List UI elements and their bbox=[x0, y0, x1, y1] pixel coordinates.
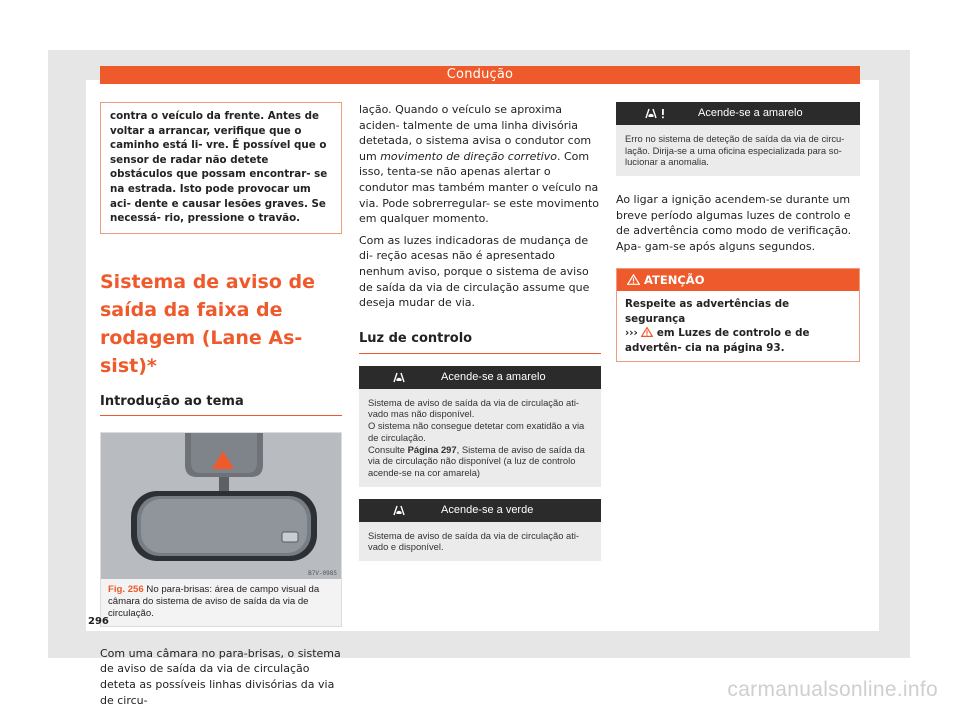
attention-header bbox=[617, 269, 859, 291]
control-light-line: Erro no sistema de deteção de saída da via de circu- lação. Dirija-se a uma oficina especializada para so- lucionar a anomalia. bbox=[625, 133, 845, 168]
figure-caption-text: No para-brisas: área de campo visual da câmara do sistema de aviso de saída da via de circulação. bbox=[108, 583, 320, 619]
control-light-header bbox=[359, 499, 601, 522]
paragraph-1-text-b: . Com isso, tenta-se não apenas alertar o condutor mas também manter o veículo na via. Pode sobrerregular- se este movimento em qualquer momento. bbox=[359, 149, 600, 226]
attention-title: ATENÇÃO bbox=[644, 273, 705, 288]
control-light-box-yellow bbox=[359, 366, 601, 487]
figure-code: B7V-0985 bbox=[308, 569, 337, 577]
column-left bbox=[100, 102, 342, 708]
control-light-header bbox=[359, 366, 601, 389]
attention-body bbox=[617, 291, 859, 361]
chapter-header: Condução bbox=[100, 66, 860, 84]
consult-text: Consulte bbox=[368, 443, 408, 455]
section-title: Sistema de aviso de saída da faixa de rodagem (Lane As- sist)* bbox=[100, 270, 315, 377]
warning-triangle-icon bbox=[641, 327, 653, 339]
control-light-line bbox=[368, 444, 593, 479]
mirror-illustration bbox=[101, 433, 341, 579]
control-light-title: Luz de controlo bbox=[359, 331, 601, 354]
warning-triangle-icon bbox=[627, 273, 644, 287]
lane-assist-fault-icon bbox=[616, 102, 696, 125]
watermark: carmanualsonline.info bbox=[727, 678, 938, 701]
warning-continuation-box bbox=[100, 102, 342, 234]
intro-paragraph: Com uma câmara no para-brisas, o sistema de aviso de saída da via de circulação deteta as possíveis linhas divisórias da via de circu- bbox=[100, 646, 341, 707]
control-light-line: Sistema de aviso de saída da via de circulação ati- vado e disponível. bbox=[368, 529, 580, 553]
control-light-body bbox=[359, 522, 601, 561]
attention-link-line[interactable] bbox=[625, 326, 851, 355]
column-right bbox=[616, 102, 860, 362]
control-light-box-fault bbox=[616, 102, 860, 176]
control-light-body bbox=[359, 389, 601, 487]
column-middle bbox=[359, 102, 601, 561]
paragraph-1-text-a: lação. Quando o veículo se aproxima aciden- talmente de uma linha divisória detetada, o sistema avisa o condutor com um bbox=[359, 103, 592, 163]
control-light-label: Acende-se a amarelo bbox=[441, 370, 546, 383]
lane-assist-icon bbox=[359, 499, 439, 522]
attention-line: Respeite as advertências de segurança bbox=[625, 298, 790, 325]
control-light-line: O sistema não consegue detetar com exatidão a via de circulação. bbox=[368, 420, 585, 443]
attention-box bbox=[616, 268, 860, 362]
figure-label: Fig. 256 bbox=[108, 583, 144, 595]
control-light-box-green bbox=[359, 499, 601, 561]
control-light-header bbox=[616, 102, 860, 125]
control-light-label: Acende-se a amarelo bbox=[698, 107, 803, 119]
lane-assist-icon bbox=[359, 366, 439, 389]
control-light-label: Acende-se a verde bbox=[441, 503, 534, 516]
subsection-title: Introdução ao tema bbox=[100, 394, 342, 416]
paragraph-1 bbox=[359, 102, 601, 227]
figure-256 bbox=[100, 432, 342, 627]
page-reference-link[interactable]: Página 297 bbox=[407, 443, 457, 455]
warning-text: contra o veículo da frente. Antes de voltar a arrancar, verifique que o caminho está li- vre. É possível que o sensor de radar não detete obstáculos que possam encontrar- se na estrada. Isto pode provocar um aci- dente e causar lesões graves. Se necessá- rio, pressione o travão. bbox=[110, 110, 328, 225]
paragraph-2: Com as luzes indicadoras de mudança de di- reção acesas não é apresentado nenhum aviso, porque o sistema de aviso de saída da via de circulação assume que deseja mudar de via. bbox=[359, 233, 590, 310]
windshield-camera-illustration bbox=[101, 433, 341, 579]
figure-caption bbox=[101, 579, 341, 626]
link-arrows: ››› bbox=[625, 327, 638, 340]
control-light-line: Sistema de aviso de saída da via de circulação ati- vado mas não disponível. bbox=[368, 396, 580, 420]
control-light-body bbox=[616, 125, 860, 176]
ignition-paragraph: Ao ligar a ignição acendem-se durante um breve período algumas luzes de controlo e de advertência como modo de verificação. Apa- gam-se após alguns segundos. bbox=[616, 193, 852, 253]
consult-detail: , Sistema de aviso de saída da via de circulação não disponível (a luz de controlo acende-se na cor amarela) bbox=[368, 443, 585, 478]
page-number: 296 bbox=[88, 616, 109, 627]
attention-link-text: em Luzes de controlo e de advertên- cia na página 93. bbox=[625, 327, 810, 354]
paragraph-1-emphasis: movimento de direção corretivo bbox=[380, 149, 557, 163]
